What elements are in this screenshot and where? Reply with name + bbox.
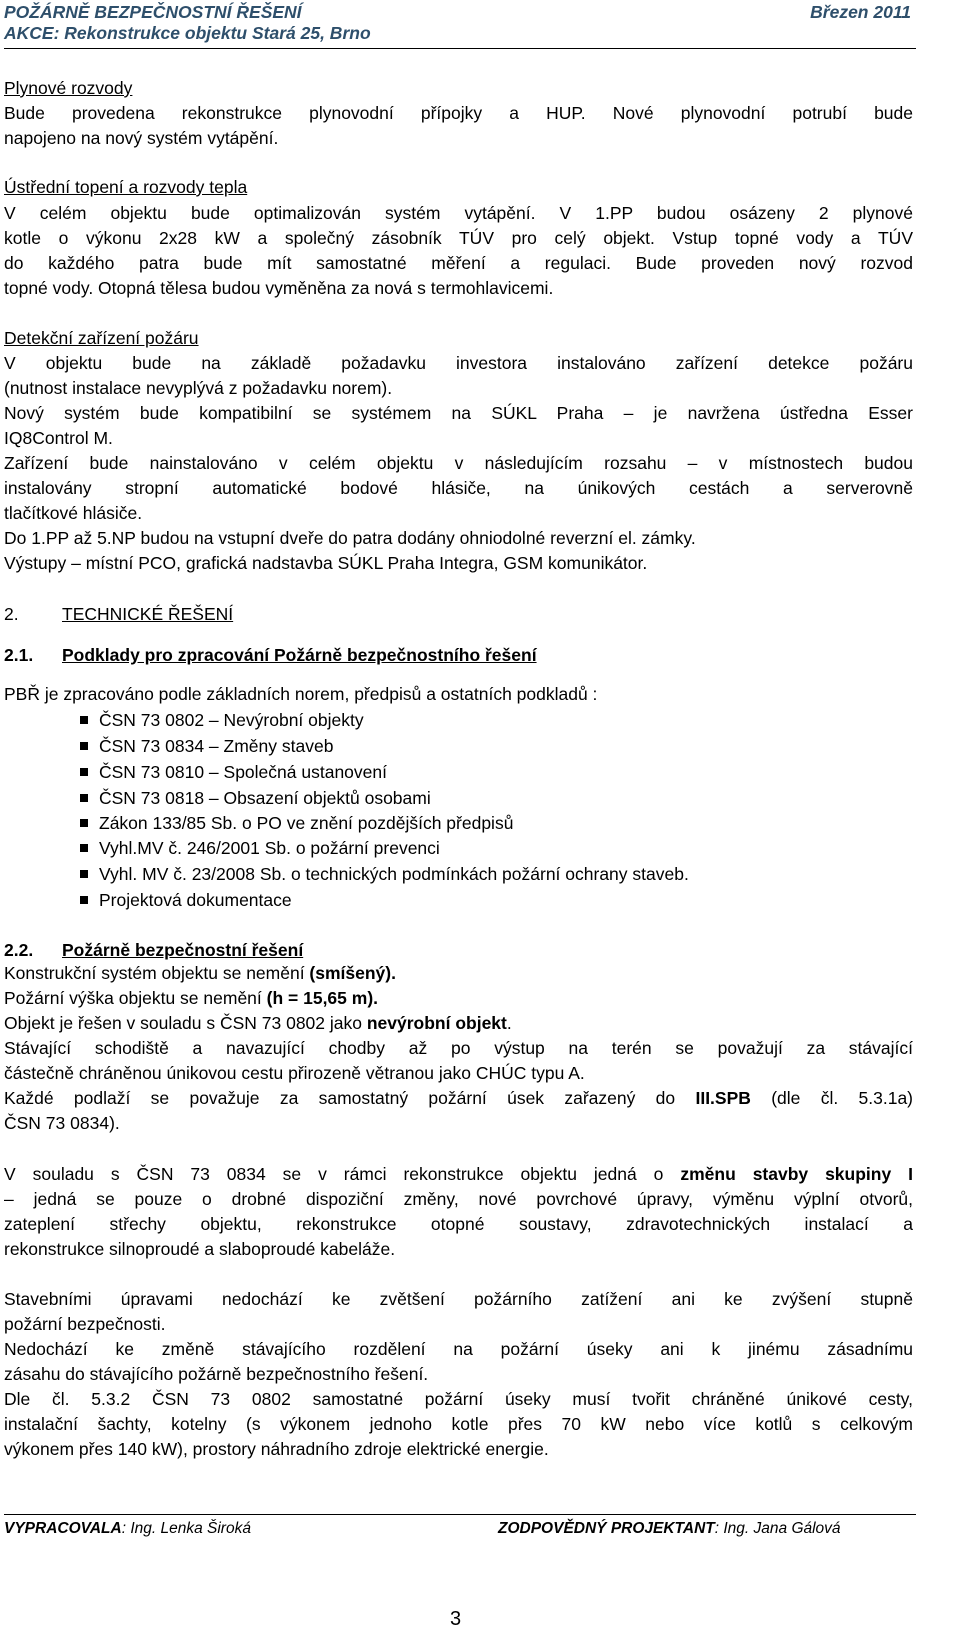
detection-line: Do 1.PP až 5.NP budou na vstupní dveře do patra dodány ohniodolné reverzní el. zámky. <box>4 528 696 548</box>
text-line: instalační šachty, kotelny (s výkonem jednoho kotle přes 70 kW nebo více kotlů s celkovým <box>4 1414 913 1434</box>
section-2-1-title: Podklady pro zpracování Požárně bezpečnostního řešení <box>62 645 537 665</box>
list-item: Zákon 133/85 Sb. o PO ve znění pozdějších předpisů <box>80 813 513 834</box>
section-2-title: TECHNICKÉ ŘEŠENÍ <box>62 604 234 624</box>
responsible-designer <box>498 1520 841 1538</box>
text-line: – jedná se pouze o drobné dispoziční změny, nové povrchové úpravy, výměnu výplní otvorů, <box>4 1189 913 1209</box>
gas-heading: Plynové rozvody <box>4 78 133 98</box>
document-title: POŽÁRNĚ BEZPEČNOSTNÍ ŘEŠENÍ <box>4 2 302 22</box>
bullet-square-icon <box>80 768 88 776</box>
list-item: ČSN 73 0834 – Změny staveb <box>80 736 333 757</box>
bullet-square-icon <box>80 870 88 878</box>
footer-rule <box>4 1514 916 1515</box>
detection-line: Výstupy – místní PCO, grafická nadstavba SÚKL Praha Integra, GSM komunikátor. <box>4 553 648 573</box>
header-rule <box>4 48 916 49</box>
detection-line: tlačítkové hlásiče. <box>4 503 143 523</box>
prepared-by-label: VYPRACOVALA <box>4 1520 122 1537</box>
gas-line: Bude provedena rekonstrukce plynovodní přípojky a HUP. Nové plynovodní potrubí bude <box>4 103 913 123</box>
text-line: zateplení střechy objektu, rekonstrukce otopné soustavy, zdravotechnických instalací a <box>4 1214 913 1234</box>
heating-line: do každého patra bude mít samostatné měření a regulaci. Bude proveden nový rozvod <box>4 253 913 273</box>
bullet-square-icon <box>80 844 88 852</box>
detection-line: IQ8Control M. <box>4 428 113 448</box>
action-value: : Rekonstrukce objektu Stará 25, Brno <box>53 23 371 43</box>
responsible-designer-value: : Ing. Jana Gálová <box>714 1520 841 1537</box>
prepared-by-value: : Ing. Lenka Široká <box>121 1520 251 1537</box>
prepared-by <box>4 1520 251 1538</box>
text-line: Dle čl. 5.3.2 ČSN 73 0802 samostatné požární úseky musí tvořit chráněné únikové cesty, <box>4 1389 913 1409</box>
action-label: AKCE <box>4 23 54 43</box>
text-line: částečně chráněnou únikovou cestu přirozeně větranou jako CHÚC typu A. <box>4 1063 585 1083</box>
text-line: V souladu s ČSN 73 0834 se v rámci rekonstrukce objektu jedná o změnu stavby skupiny I <box>4 1164 913 1184</box>
heating-line: V celém objektu bude optimalizován systém vytápění. V 1.PP budou osázeny 2 plynové <box>4 203 913 223</box>
list-item: Projektová dokumentace <box>80 890 292 911</box>
text-line: zásahu do stávajícího požárně bezpečnostního řešení. <box>4 1364 429 1384</box>
section-2-1-number: 2.1. <box>4 645 34 665</box>
text-line: Každé podlaží se považuje za samostatný požární úsek zařazený do III.SPB (dle čl. 5.3.1a) <box>4 1088 914 1108</box>
section-2-1-intro: PBŘ je zpracováno podle základních norem, předpisů a ostatních podkladů : <box>4 684 598 704</box>
page-number: 3 <box>450 1608 462 1630</box>
text-line: Nedochází ke změně stávajícího rozdělení na požární úseky ani k jinému zásadnímu <box>4 1339 913 1359</box>
section-2-2-number: 2.2. <box>4 940 34 960</box>
list-item: ČSN 73 0810 – Společná ustanovení <box>80 762 387 783</box>
heating-line: kotle o výkonu 2x28 kW a společný zásobník TÚV pro celý objekt. Vstup topné vody a TÚV <box>4 228 913 248</box>
document-date: Březen 2011 <box>810 2 911 22</box>
detection-line: Zařízení bude nainstalováno v celém objektu v následujícím rozsahu – v místnostech budou <box>4 453 913 473</box>
text-line: rekonstrukce silnoproudé a slaboproudé kabeláže. <box>4 1239 396 1259</box>
detection-line: (nutnost instalace nevyplývá z požadavku norem). <box>4 378 393 398</box>
detection-line: instalovány stropní automatické bodové hlásiče, na únikových cestách a serverovně <box>4 478 913 498</box>
text-line: Požární výška objektu se nemění (h = 15,65 m). <box>4 988 379 1008</box>
detection-line: Nový systém bude kompatibilní se systémem na SÚKL Praha – je navržena ústředna Esser <box>4 403 913 423</box>
list-item: ČSN 73 0818 – Obsazení objektů osobami <box>80 788 431 809</box>
gas-line: napojeno na nový systém vytápění. <box>4 128 279 148</box>
section-2-2-title: Požárně bezpečnostní řešení <box>62 940 304 960</box>
list-item: Vyhl.MV č. 246/2001 Sb. o požární prevenci <box>80 838 440 859</box>
bullet-square-icon <box>80 896 88 904</box>
responsible-designer-label: ZODPOVĚDNÝ PROJEKTANT <box>498 1520 715 1537</box>
detection-line: V objektu bude na základě požadavku investora instalováno zařízení detekce požáru <box>4 353 913 373</box>
list-item: ČSN 73 0802 – Nevýrobní objekty <box>80 710 364 731</box>
text-line: Konstrukční systém objektu se nemění (smíšený). <box>4 963 396 983</box>
bullet-square-icon <box>80 716 88 724</box>
text-line: požární bezpečnosti. <box>4 1314 166 1334</box>
heating-heading: Ústřední topení a rozvody tepla <box>4 177 248 197</box>
text-line: ČSN 73 0834). <box>4 1113 120 1133</box>
detection-heading: Detekční zařízení požáru <box>4 328 199 348</box>
heating-line: topné vody. Otopná tělesa budou vyměněna za nová s termohlavicemi. <box>4 278 554 298</box>
project-action <box>4 23 371 44</box>
text-line: Stávající schodiště a navazující chodby až po výstup na terén se považují za stávající <box>4 1038 913 1058</box>
text-line: Stavebními úpravami nedochází ke zvětšení požárního zatížení ani ke zvýšení stupně <box>4 1289 913 1309</box>
bullet-square-icon <box>80 794 88 802</box>
text-line: Objekt je řešen v souladu s ČSN 73 0802 jako nevýrobní objekt. <box>4 1013 512 1033</box>
bullet-square-icon <box>80 742 88 750</box>
list-item: Vyhl. MV č. 23/2008 Sb. o technických podmínkách požární ochrany staveb. <box>80 864 689 885</box>
text-line: výkonem přes 140 kW), prostory náhradního zdroje elektrické energie. <box>4 1439 549 1459</box>
bullet-square-icon <box>80 819 88 827</box>
section-2-number: 2. <box>4 604 19 624</box>
